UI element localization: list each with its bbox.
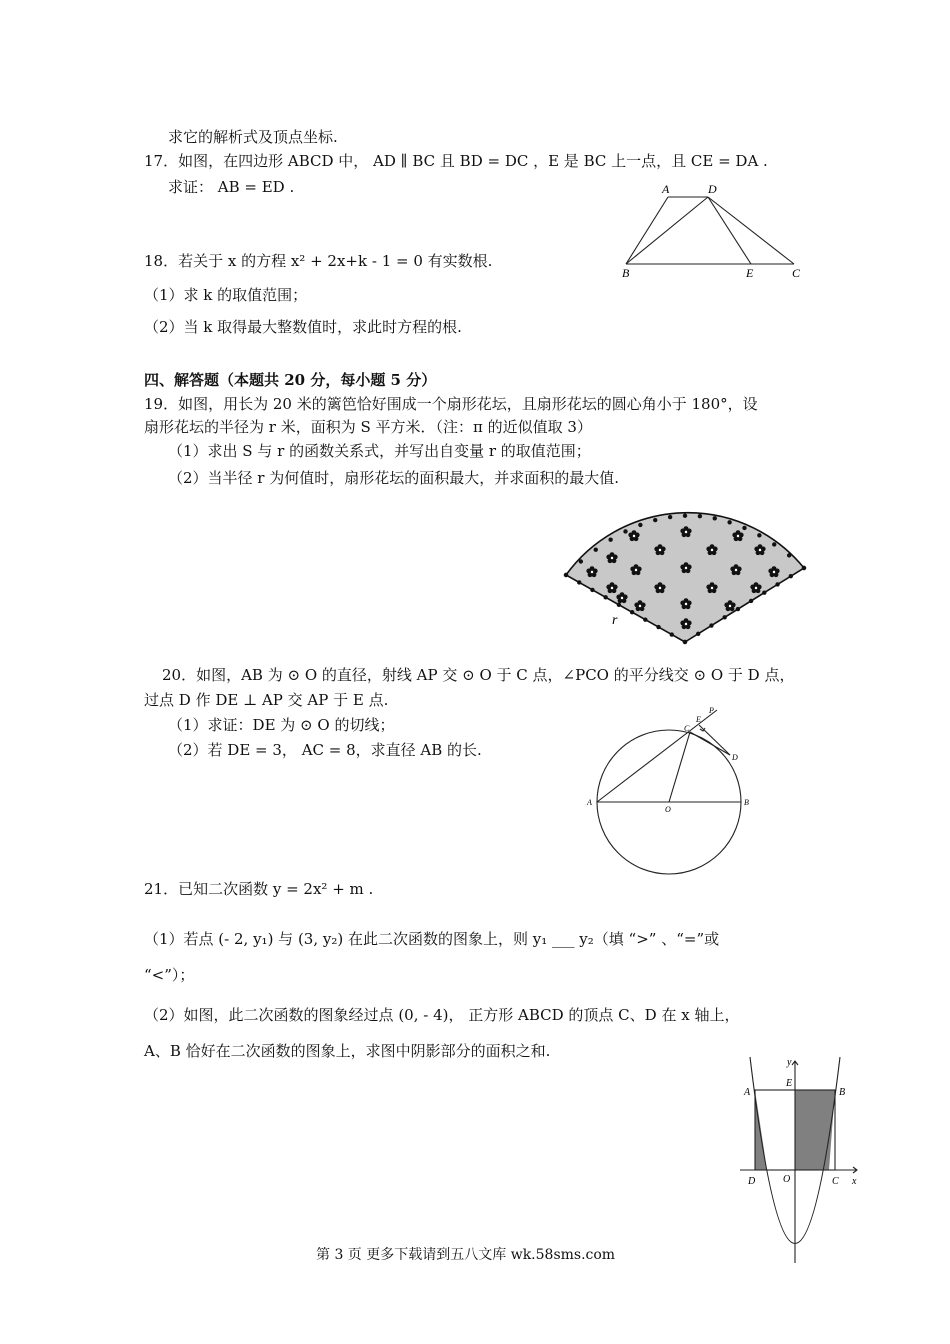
q20-label-P: P: [709, 706, 714, 715]
q17-figure: [616, 182, 806, 282]
fence-dot: [727, 520, 731, 524]
fence-dot: [579, 559, 583, 563]
q16-tail: 求它的解析式及顶点坐标.: [168, 128, 338, 146]
fence-dot: [630, 610, 634, 614]
fence-dot: [709, 623, 713, 627]
q17-label-A: A: [662, 182, 670, 196]
q19-part1: （1）求出 S 与 r 的函数关系式，并写出自变量 r 的取值范围；: [168, 442, 591, 460]
q19-fan-figure: [560, 500, 810, 645]
shaded-region-left: [755, 1090, 767, 1170]
fence-dot: [656, 625, 660, 629]
fence-dot: [643, 617, 647, 621]
q17-line2: 求证： AB = ED .: [168, 178, 295, 196]
fence-dot: [617, 603, 621, 607]
q20-line2: 过点 D 作 DE ⊥ AP 交 AP 于 E 点.: [144, 691, 389, 709]
q20-label-D: D: [732, 753, 738, 762]
q20-circle-figure: [584, 702, 764, 882]
q21-label-y: y: [787, 1057, 792, 1068]
q17-label-D: D: [708, 182, 717, 196]
fence-dot: [608, 538, 612, 542]
q21-part1: （1）若点 (- 2, y₁) 与 (3, y₂) 在此二次函数的图象上，则 y₁ ___ y₂（填 “>” 、“=”或: [144, 930, 720, 948]
q21-label-E: E: [786, 1078, 793, 1089]
q18-part2: （2）当 k 取得最大整数值时，求此时方程的根.: [144, 318, 462, 336]
fence-dot: [787, 553, 791, 557]
q18-part1: （1）求 k 的取值范围；: [144, 286, 308, 304]
q21-part1b: “<”）；: [144, 966, 195, 984]
shaded-region-right: [795, 1090, 835, 1170]
q21-part2: （2）如图，此二次函数的图象经过点 (0, - 4)， 正方形 ABCD 的顶点 C、D 在 x 轴上，: [144, 1006, 740, 1024]
fence-dot: [638, 523, 642, 527]
fence-dot: [736, 607, 740, 611]
q21-line1: 21．已知二次函数 y = 2x² + m .: [144, 880, 374, 898]
q19-part2: （2）当半径 r 为何值时，扇形花坛的面积最大，并求面积的最大值.: [168, 469, 620, 487]
fence-dot: [603, 595, 607, 599]
fence-dot: [713, 516, 717, 520]
fence-dot: [757, 533, 761, 537]
q21-label-A: A: [744, 1087, 751, 1098]
fence-dot: [775, 582, 779, 586]
q21-label-D: D: [748, 1176, 756, 1187]
fence-dot: [762, 590, 766, 594]
q20-label-A: A: [587, 798, 592, 807]
section4-title: 四、解答题（本题共 20 分，每小题 5 分）: [144, 371, 437, 389]
q20-part2: （2）若 DE = 3， AC = 8，求直径 AB 的长.: [168, 741, 482, 759]
q20-label-E: E: [696, 715, 701, 724]
q21-label-O: O: [783, 1174, 791, 1185]
fence-dot: [653, 518, 657, 522]
fence-dot: [564, 573, 568, 577]
q20-line1: 20．如图，AB 为 ⊙ O 的直径，射线 AP 交 ⊙ O 于 C 点，∠PCO 的平分线交 ⊙ O 于 D 点，: [162, 666, 795, 684]
q19-line2: 扇形花坛的半径为 r 米，面积为 S 平方米．（注：π 的近似值取 3）: [144, 418, 592, 436]
q20-label-O: O: [665, 805, 671, 814]
q17-label-C: C: [792, 266, 801, 280]
fence-dot: [749, 599, 753, 603]
q21-parabola-figure: [735, 1055, 865, 1270]
q21-label-B: B: [839, 1087, 846, 1098]
fence-dot: [668, 515, 672, 519]
q20-part1: （1）求证：DE 为 ⊙ O 的切线；: [168, 716, 395, 734]
fence-dot: [590, 588, 594, 592]
q21-label-C: C: [832, 1176, 839, 1187]
fence-dot: [577, 580, 581, 584]
fence-dot: [683, 640, 687, 644]
fence-dot: [802, 566, 806, 570]
q17-line1: 17．如图，在四边形 ABCD 中， AD ∥ BC 且 BD = DC ，E 是 BC 上一点，且 CE = DA .: [144, 152, 768, 170]
fence-dot: [698, 514, 702, 518]
q21-label-x: x: [852, 1176, 857, 1187]
fence-dot: [623, 529, 627, 533]
fence-dot: [683, 514, 687, 518]
fence-dot: [789, 574, 793, 578]
q18-line1: 18．若关于 x 的方程 x² + 2x+k - 1 = 0 有实数根.: [144, 252, 493, 270]
q20-label-C: C: [684, 724, 690, 733]
q20-label-B: B: [744, 798, 749, 807]
q17-label-B: B: [622, 266, 630, 280]
q19-label-r: r: [612, 613, 618, 628]
fence-dot: [670, 632, 674, 636]
q17-label-E: E: [746, 266, 754, 280]
page-footer: 第 3 页 更多下载请到五八文库 wk.58sms.com: [316, 1247, 616, 1263]
fence-dot: [696, 632, 700, 636]
q19-line1: 19．如图，用长为 20 米的篱笆恰好围成一个扇形花坛，且扇形花坛的圆心角小于 180°，设: [144, 395, 758, 413]
q21-part2b: A、B 恰好在二次函数的图象上，求图中阴影部分的面积之和.: [144, 1042, 551, 1060]
fence-dot: [772, 542, 776, 546]
fence-dot: [742, 526, 746, 530]
fence-dot: [722, 615, 726, 619]
fence-dot: [594, 548, 598, 552]
